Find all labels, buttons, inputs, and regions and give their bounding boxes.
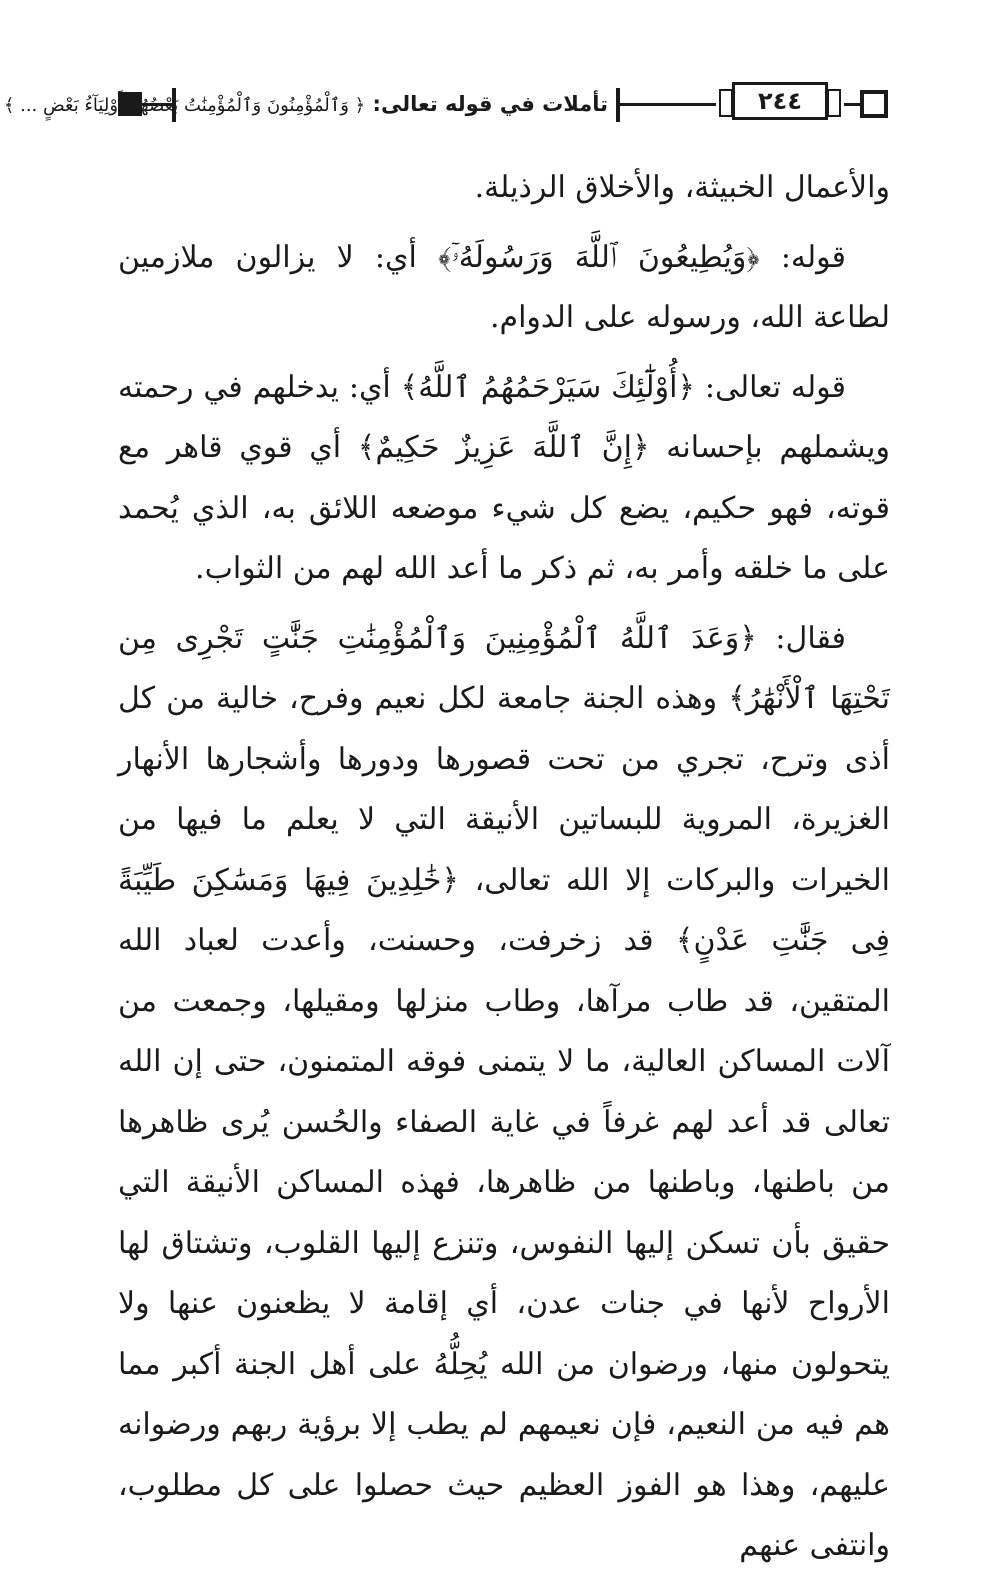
quran-verse: ﴿إِنَّ ٱللَّهَ عَزِيزٌ حَكِيمٌ﴾	[357, 430, 650, 465]
paragraph-4-intro: فقال:	[756, 620, 846, 656]
quran-verse: ﴿وَعَدَ ٱللَّهُ ٱلْمُؤْمِنِينَ وَٱلْمُؤْمِنَٰتِ جَنَّٰتٍ تَجْرِى مِن تَحْتِهَا ٱلْأَنْهَٰرُ﴾	[118, 620, 890, 716]
page-header	[3, 82, 888, 128]
paragraph-3	[118, 358, 890, 600]
paragraph-4	[118, 609, 890, 1577]
paragraph-3-intro: قوله تعالى:	[694, 369, 846, 405]
running-title-verse: ﴿ وَٱلْمُؤْمِنُونَ وَٱلْمُؤْمِنَٰتُ بَعْضُهُمْ أَوْلِيَآءُ بَعْضٍ ... ﴾	[3, 95, 366, 116]
running-title-text: تأملات في قوله تعالى:	[372, 92, 608, 116]
paragraph-1	[118, 158, 890, 219]
quran-verse: ﴿وَيُطِيعُونَ ٱللَّهَ وَرَسُولَهُۥٓ﴾	[437, 239, 760, 275]
quran-verse: ﴿خَٰلِدِينَ فِيهَا وَمَسَٰكِنَ طَيِّبَةً فِى جَنَّٰتِ عَدْنٍ﴾	[118, 862, 891, 958]
paragraph-4-text: قد زخرفت، وحسنت، وأعدت لعباد الله المتقين، قد طاب مرآها، وطاب منزلها ومقيلها، وجمعت من آلات المساكن العالية، ما لا يتمنى فوقه المتمنون، حتى إن الله تعالى قد أعد لهم غرفاً في غاية الصفاء والحُسن يُرى ظاهرها من باطنها، وباطنها من ظاهرها، فهذه المساكن الأنيقة التي حقيق بأن تسكن إليها النفوس، وتنزع إليها القلوب، وتشتاق لها الأرواح لأنها في جنات عدن، أي إقامة لا يظعنون عنها ولا يتحولون منها، ورضوان من الله يُحِلُّهُ على أهل الجنة أكبر مما هم فيه من النعيم، فإن نعيمهم لم يطب إلا برؤية ربهم ورضوانه عليهم، وهذا هو الفوز العظيم حيث حصلوا على كل مطلوب، وانتفى عنهم	[118, 923, 891, 1563]
header-ornament-right-square	[860, 90, 888, 118]
header-rule-middle	[620, 103, 716, 106]
paragraph-3-text: أي قوي قاهر مع قوته، فهو حكيم، يضع كل شيء موضعه اللائق به، الذي يُحمد على ما خلقه وأمر به، ثم ذكر ما أعد الله لهم من الثواب.	[118, 430, 890, 586]
quran-verse: ﴿أُوْلَٰٓئِكَ سَيَرْحَمُهُمُ ٱللَّهُ﴾	[400, 369, 695, 405]
paragraph-3-middle: أي: يدخلهم في رحمته ويشملهم بإحسانه	[118, 369, 891, 465]
paragraph-4-middle: وهذه الجنة جامعة لكل نعيم وفرح، خالية من كل أذى وترح، تجري من تحت قصورها ودورها وأشجارها الأنهار الغزيرة، المروية للبساتين الأنيقة التي لا يعلم ما فيها من الخيرات والبركات إلا الله تعالى،	[118, 681, 890, 898]
paragraph-1-text: والأعمال الخبيثة، والأخلاق الرذيلة.	[474, 170, 890, 205]
running-title	[3, 86, 608, 122]
paragraph-2-text: أي: لا يزالون ملازمين لطاعة الله، ورسوله على الدوام.	[118, 239, 890, 335]
page-body	[118, 158, 890, 1577]
page-number: ٢٤٤	[732, 82, 828, 120]
paragraph-2	[118, 228, 890, 349]
paragraph-2-intro: قوله:	[759, 239, 846, 275]
